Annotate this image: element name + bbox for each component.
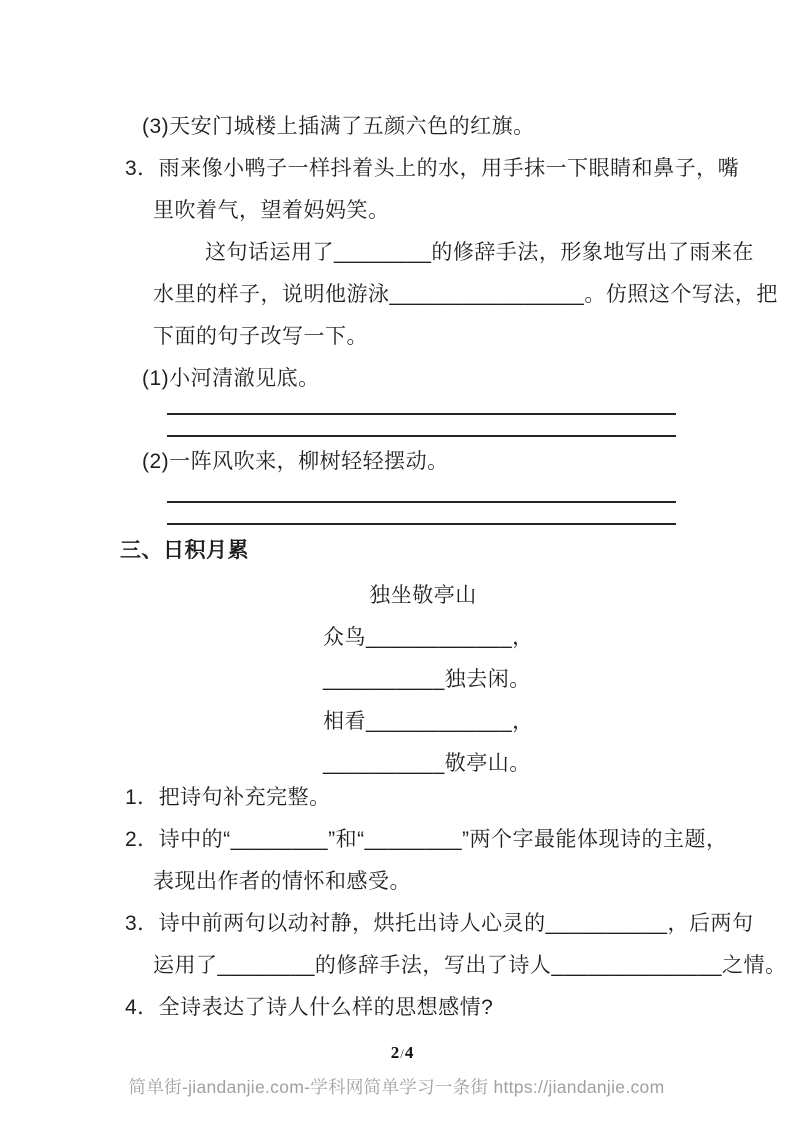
answer-line bbox=[167, 481, 676, 503]
sec3-question-2-line2: 表现出作者的情怀和感受。 bbox=[153, 870, 411, 893]
sec2-question-3-stem-line2: 里吹着气，望着妈妈笑。 bbox=[153, 199, 390, 222]
answer-line bbox=[167, 415, 676, 437]
footer bbox=[108, 1075, 685, 1099]
poem-line-1: 众鸟____________， bbox=[323, 626, 534, 649]
poem-line-3: 相看____________， bbox=[323, 710, 534, 733]
sec2-sentence-item-3-3: (3)天安门城楼上插满了五颜六色的红旗。 bbox=[142, 115, 535, 138]
poem-line-2: __________独去闲。 bbox=[323, 668, 531, 691]
page-number-current: 2 bbox=[390, 1043, 401, 1062]
sec2-question-3-analysis-line1: 这句话运用了________的修辞手法，形象地写出了雨来在 bbox=[205, 241, 754, 264]
poem-line-4: __________敬亭山。 bbox=[323, 752, 531, 775]
page-number bbox=[120, 1041, 685, 1066]
answer-lines-group-2 bbox=[167, 481, 685, 525]
sec2-question-3-analysis-line3: 下面的句子改写一下。 bbox=[153, 325, 368, 348]
sec3-question-2-line1: 2．诗中的“________”和“________”两个字最能体现诗的主题， bbox=[125, 828, 728, 851]
sec3-question-3-line1: 3．诗中前两句以动衬静，烘托出诗人心灵的__________，后两句 bbox=[125, 912, 754, 935]
page-number-total: 4 bbox=[404, 1043, 415, 1062]
sec3-question-4: 4．全诗表达了诗人什么样的思想感情? bbox=[125, 996, 494, 1019]
sec2-rewrite-item-2: (2)一阵风吹来，柳树轻轻摆动。 bbox=[142, 450, 449, 473]
sec2-question-3-stem-line1: 3．雨来像小鸭子一样抖着头上的水，用手抹一下眼睛和鼻子，嘴 bbox=[125, 157, 740, 180]
poem-title: 独坐敬亭山 bbox=[369, 584, 477, 607]
footer-site-url[interactable]: https://jiandanjie.com bbox=[493, 1077, 665, 1097]
poem-block bbox=[323, 575, 534, 785]
sec3-question-3-line2: 运用了________的修辞手法，写出了诗人______________之情。 bbox=[153, 954, 787, 977]
sec2-question-3-analysis-line2: 水里的样子，说明他游泳________________。仿照这个写法，把 bbox=[153, 283, 778, 306]
sec2-rewrite-item-1: (1)小河清澈见底。 bbox=[142, 367, 320, 390]
sec3-question-1: 1．把诗句补充完整。 bbox=[125, 786, 331, 809]
page-number-separator: / bbox=[400, 1046, 405, 1061]
section-3-heading: 三、日积月累 bbox=[120, 539, 249, 562]
answer-line bbox=[167, 503, 676, 525]
footer-site-text: 简单街-jiandanjie.com-学科网简单学习一条街 bbox=[128, 1077, 489, 1097]
